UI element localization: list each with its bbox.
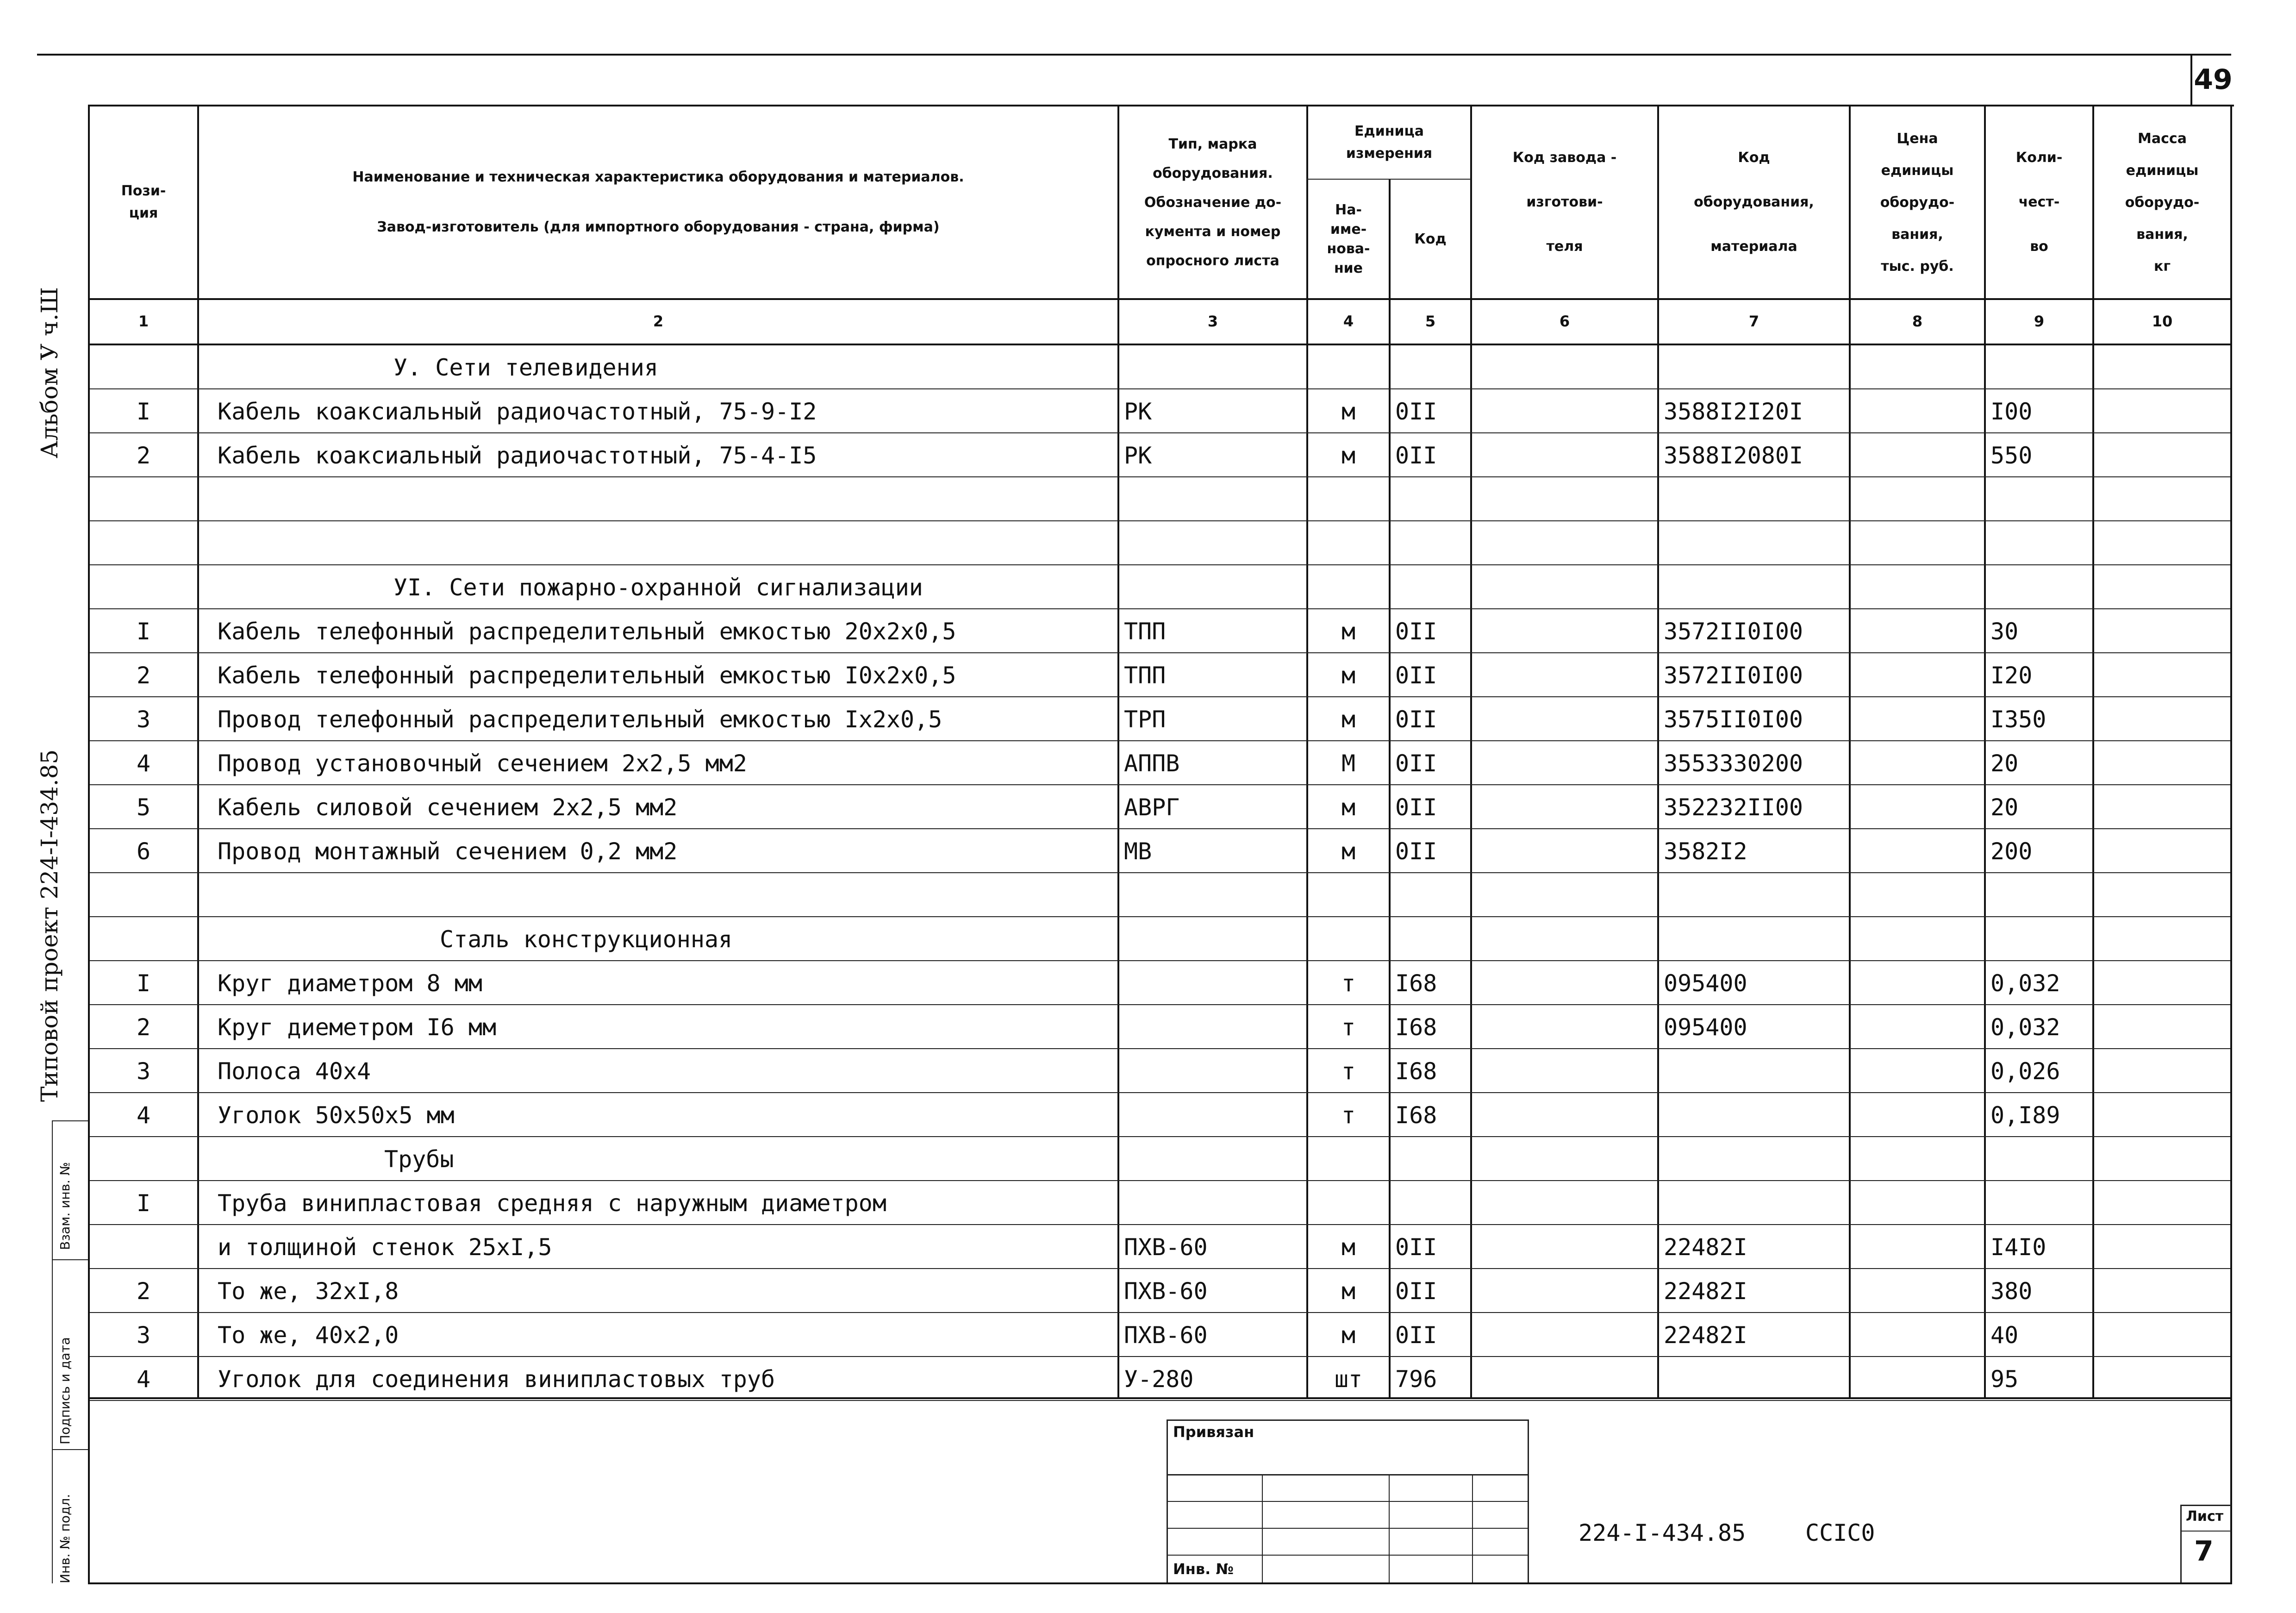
cell-pos: 3 <box>136 1321 151 1349</box>
cell-mass <box>2094 609 2230 653</box>
inv-number-label: Инв. № <box>1173 1560 1234 1578</box>
cell-mass <box>2094 785 2230 829</box>
cell-code: 0II <box>1395 442 1437 469</box>
cell-qty: 0,032 <box>1990 1013 2060 1041</box>
header-factory-code: Код завода - изготови- теля <box>1512 150 1617 255</box>
header-name-line2: Завод-изготовитель (для импортного оборудования - страна, фирма) <box>377 219 940 235</box>
cell-unit: т <box>1341 1013 1356 1041</box>
cell-mass <box>2094 741 2230 785</box>
cell-type <box>1119 1049 1306 1093</box>
cell-pos: I <box>136 618 151 645</box>
cell-unit: м <box>1341 794 1356 821</box>
cell-price <box>1851 389 1984 433</box>
inv-orig-label: Инв. № подл. <box>57 1494 73 1583</box>
column-number: 5 <box>1425 313 1436 330</box>
section-title: У. Сети телевидения <box>393 354 658 381</box>
cell-mass <box>2094 389 2230 433</box>
cell-pos: I <box>136 398 151 425</box>
cell-code: I68 <box>1395 1101 1437 1129</box>
cell-code: 0II <box>1395 750 1437 777</box>
cell-unit: шт <box>1334 1365 1363 1393</box>
header-quantity: Коли- чест- во <box>2015 150 2063 255</box>
sheet-label: Лист <box>2186 1508 2224 1525</box>
cell-price <box>1851 829 1984 873</box>
cell-code: 0II <box>1395 838 1437 865</box>
cell-qty: 380 <box>1990 1277 2033 1305</box>
cell-qty: 95 <box>1990 1365 2019 1393</box>
cell-material <box>1659 1357 1849 1401</box>
cell-mass <box>2094 1181 2230 1225</box>
cell-qty: 20 <box>1990 750 2019 777</box>
cell-material <box>1659 1093 1849 1137</box>
cell-price <box>1851 1357 1984 1401</box>
cell-price <box>1851 1313 1984 1357</box>
cell-material: 22482I <box>1664 1233 1747 1261</box>
cell-material: 22482I <box>1664 1321 1747 1349</box>
header-mass: Масса единицы оборудо- вания, кг <box>2125 130 2200 275</box>
cell-type: ТПП <box>1124 618 1166 645</box>
cell-material: 095400 <box>1664 969 1747 997</box>
cell-code: I68 <box>1395 1013 1437 1041</box>
cell-price <box>1851 609 1984 653</box>
cell-mass <box>2094 653 2230 697</box>
cell-pos: 3 <box>136 1057 151 1085</box>
cell-pos: I <box>136 1189 151 1217</box>
cell-name: Кабель коаксиальный радиочастотный, 75-4-I5 <box>218 442 817 469</box>
cell-pos <box>90 1225 197 1269</box>
cell-material <box>1659 1049 1849 1093</box>
cell-material: 3572II0I00 <box>1664 618 1803 645</box>
column-number: 6 <box>1559 313 1570 330</box>
cell-qty: I00 <box>1990 398 2033 425</box>
cell-type <box>1119 961 1306 1005</box>
cell-unit: м <box>1341 1233 1356 1261</box>
cell-name: Уголок для соединения винипластовых труб <box>218 1365 775 1393</box>
column-number: 4 <box>1343 313 1354 330</box>
cell-pos: 6 <box>136 838 151 865</box>
cell-factory <box>1472 1357 1657 1401</box>
cell-mass <box>2094 829 2230 873</box>
attached-label: Привязан <box>1173 1423 1254 1441</box>
cell-pos: 2 <box>136 1277 151 1305</box>
cell-name: Круг диаметром 8 мм <box>218 969 482 997</box>
cell-qty: 550 <box>1990 442 2033 469</box>
cell-code: 796 <box>1395 1365 1437 1393</box>
cell-qty <box>1986 1181 2092 1225</box>
cell-type: ТПП <box>1124 662 1166 689</box>
header-price: Цена единицы оборудо- вания, тыс. руб. <box>1880 130 1955 275</box>
cell-qty: 40 <box>1990 1321 2019 1349</box>
cell-qty: 0,026 <box>1990 1057 2060 1085</box>
cell-qty: 30 <box>1990 618 2019 645</box>
cell-factory <box>1472 653 1657 697</box>
header-name <box>199 106 1117 298</box>
cell-material: 3588I2I20I <box>1664 398 1803 425</box>
cell-factory <box>1472 433 1657 477</box>
cell-name: Уголок 50x50x5 мм <box>218 1101 455 1129</box>
cell-name: Провод телефонный распределительный емкостью Ix2x0,5 <box>218 706 942 733</box>
cell-pos: 5 <box>136 794 151 821</box>
cell-name: Провод установочный сечением 2x2,5 мм2 <box>218 750 747 777</box>
column-number: 9 <box>2034 313 2045 330</box>
cell-qty: 200 <box>1990 838 2033 865</box>
cell-code: 0II <box>1395 662 1437 689</box>
cell-name: То же, 32xI,8 <box>218 1277 399 1305</box>
cell-unit: м <box>1341 398 1356 425</box>
cell-mass <box>2094 1225 2230 1269</box>
cell-price <box>1851 1049 1984 1093</box>
cell-code <box>1391 1181 1470 1225</box>
cell-code: 0II <box>1395 794 1437 821</box>
cell-code: 0II <box>1395 398 1437 425</box>
cell-code: 0II <box>1395 706 1437 733</box>
cell-price <box>1851 433 1984 477</box>
section-title: УI. Сети пожарно-охранной сигнализации <box>393 574 923 601</box>
cell-price <box>1851 1269 1984 1313</box>
cell-type <box>1119 1181 1306 1225</box>
cell-factory <box>1472 961 1657 1005</box>
cell-mass <box>2094 1269 2230 1313</box>
cell-factory <box>1472 1225 1657 1269</box>
column-number: 3 <box>1207 313 1218 330</box>
cell-factory <box>1472 1005 1657 1049</box>
replaced-inv-label: Взам. инв. № <box>57 1162 73 1250</box>
cell-factory <box>1472 741 1657 785</box>
row-divider <box>90 520 2230 521</box>
sheet-number: 7 <box>2194 1535 2214 1568</box>
cell-factory <box>1472 1181 1657 1225</box>
cell-code: 0II <box>1395 618 1437 645</box>
page-number: 49 <box>2190 55 2234 106</box>
album-label: Альбом У ч.Ш <box>36 287 63 458</box>
cell-code: I68 <box>1395 969 1437 997</box>
cell-qty: I4I0 <box>1990 1233 2046 1261</box>
cell-factory <box>1472 697 1657 741</box>
document-suffix: ССIС0 <box>1805 1519 1875 1546</box>
cell-code: 0II <box>1395 1277 1437 1305</box>
cell-mass <box>2094 433 2230 477</box>
header-unit-group: Единица измерения <box>1346 123 1433 162</box>
cell-type: АППВ <box>1124 750 1180 777</box>
cell-unit: м <box>1341 442 1356 469</box>
cell-mass <box>2094 1357 2230 1401</box>
cell-code: 0II <box>1395 1321 1437 1349</box>
cell-factory <box>1472 829 1657 873</box>
cell-price <box>1851 1225 1984 1269</box>
header-name-line1: Наименование и техническая характеристика оборудования и материалов. <box>352 169 964 185</box>
column-number: 7 <box>1748 313 1759 330</box>
document-code: 224-I-434.85 <box>1578 1519 1746 1546</box>
cell-name: и толщиной стенок 25xI,5 <box>218 1233 552 1261</box>
cell-unit <box>1308 1181 1389 1225</box>
cell-pos: 4 <box>136 750 151 777</box>
cell-factory <box>1472 609 1657 653</box>
cell-mass <box>2094 1049 2230 1093</box>
header-material-code: Код оборудования, материала <box>1694 150 1814 255</box>
cell-material: 3575II0I00 <box>1664 706 1803 733</box>
cell-price <box>1851 961 1984 1005</box>
cell-unit: м <box>1341 1277 1356 1305</box>
cell-price <box>1851 1005 1984 1049</box>
cell-unit: т <box>1341 1101 1356 1129</box>
cell-pos: 4 <box>136 1365 151 1393</box>
cell-name: Кабель коаксиальный радиочастотный, 75-9-I2 <box>218 398 817 425</box>
cell-unit: М <box>1341 750 1356 777</box>
cell-material: 3553330200 <box>1664 750 1803 777</box>
cell-pos: 2 <box>136 442 151 469</box>
cell-type <box>1119 1005 1306 1049</box>
cell-material: 3572II0I00 <box>1664 662 1803 689</box>
cell-factory <box>1472 1093 1657 1137</box>
cell-type: ПХВ-60 <box>1124 1233 1208 1261</box>
cell-mass <box>2094 1005 2230 1049</box>
cell-unit: м <box>1341 706 1356 733</box>
cell-name: То же, 40x2,0 <box>218 1321 399 1349</box>
cell-name: Круг диеметром I6 мм <box>218 1013 497 1041</box>
cell-pos: I <box>136 969 151 997</box>
cell-pos: 4 <box>136 1101 151 1129</box>
cell-code: 0II <box>1395 1233 1437 1261</box>
cell-price <box>1851 1181 1984 1225</box>
cell-factory <box>1472 1313 1657 1357</box>
cell-factory <box>1472 1049 1657 1093</box>
column-number: 2 <box>653 313 664 330</box>
cell-qty: 0,032 <box>1990 969 2060 997</box>
cell-price <box>1851 697 1984 741</box>
cell-type: РК <box>1124 398 1152 425</box>
project-label: Типовой проект 224-I-434.85 <box>36 749 63 1102</box>
cell-pos: 3 <box>136 706 151 733</box>
cell-price <box>1851 1093 1984 1137</box>
cell-name: Полоса 40x4 <box>218 1057 371 1085</box>
cell-mass <box>2094 961 2230 1005</box>
cell-factory <box>1472 785 1657 829</box>
cell-name: Труба винипластовая средняя с наружным диаметром <box>218 1189 886 1217</box>
cell-unit: м <box>1341 1321 1356 1349</box>
cell-qty: 0,I89 <box>1990 1101 2060 1129</box>
column-number: 8 <box>1912 313 1923 330</box>
cell-type: ПХВ-60 <box>1124 1321 1208 1349</box>
cell-pos: 2 <box>136 662 151 689</box>
cell-name: Кабель телефонный распределительный емкостью 20x2x0,5 <box>218 618 956 645</box>
section-title: Сталь конструкционная <box>440 925 733 953</box>
header-type: Тип, марка оборудования. Обозначение до- кумента и номер опросного листа <box>1144 136 1282 269</box>
cell-material <box>1659 1181 1849 1225</box>
column-number: 10 <box>2152 313 2173 330</box>
header-position: Пози- ция <box>121 183 166 221</box>
cell-type: ТРП <box>1124 706 1166 733</box>
cell-unit: м <box>1341 838 1356 865</box>
cell-material: 22482I <box>1664 1277 1747 1305</box>
cell-material: 352232II00 <box>1664 794 1803 821</box>
cell-material: 3588I2080I <box>1664 442 1803 469</box>
cell-type <box>1119 1093 1306 1137</box>
cell-qty: I20 <box>1990 662 2033 689</box>
cell-type: РК <box>1124 442 1152 469</box>
cell-price <box>1851 741 1984 785</box>
cell-unit: м <box>1341 618 1356 645</box>
cell-name: Кабель телефонный распределительный емкостью I0x2x0,5 <box>218 662 956 689</box>
header-unit-name: На- име- нова- ние <box>1327 202 1370 276</box>
cell-type: У-280 <box>1124 1365 1194 1393</box>
cell-price <box>1851 653 1984 697</box>
cell-name: Провод монтажный сечением 0,2 мм2 <box>218 838 678 865</box>
cell-mass <box>2094 1093 2230 1137</box>
cell-price <box>1851 785 1984 829</box>
cell-type: АВРГ <box>1124 794 1180 821</box>
cell-unit: м <box>1341 662 1356 689</box>
cell-qty: 20 <box>1990 794 2019 821</box>
cell-pos: 2 <box>136 1013 151 1041</box>
cell-name: Кабель силовой сечением 2x2,5 мм2 <box>218 794 678 821</box>
cell-factory <box>1472 1269 1657 1313</box>
cell-mass <box>2094 697 2230 741</box>
cell-type: ПХВ-60 <box>1124 1277 1208 1305</box>
header-unit-code: Код <box>1414 231 1447 247</box>
cell-code: I68 <box>1395 1057 1437 1085</box>
column-number: 1 <box>138 313 149 330</box>
cell-type: МВ <box>1124 838 1152 865</box>
cell-qty: I350 <box>1990 706 2046 733</box>
cell-unit: т <box>1341 1057 1356 1085</box>
sign-date-label: Подпись и дата <box>57 1337 73 1444</box>
cell-factory <box>1472 389 1657 433</box>
cell-mass <box>2094 1313 2230 1357</box>
cell-unit: т <box>1341 969 1356 997</box>
section-title: Трубы <box>384 1145 454 1173</box>
cell-material: 095400 <box>1664 1013 1747 1041</box>
cell-material: 3582I2 <box>1664 838 1747 865</box>
